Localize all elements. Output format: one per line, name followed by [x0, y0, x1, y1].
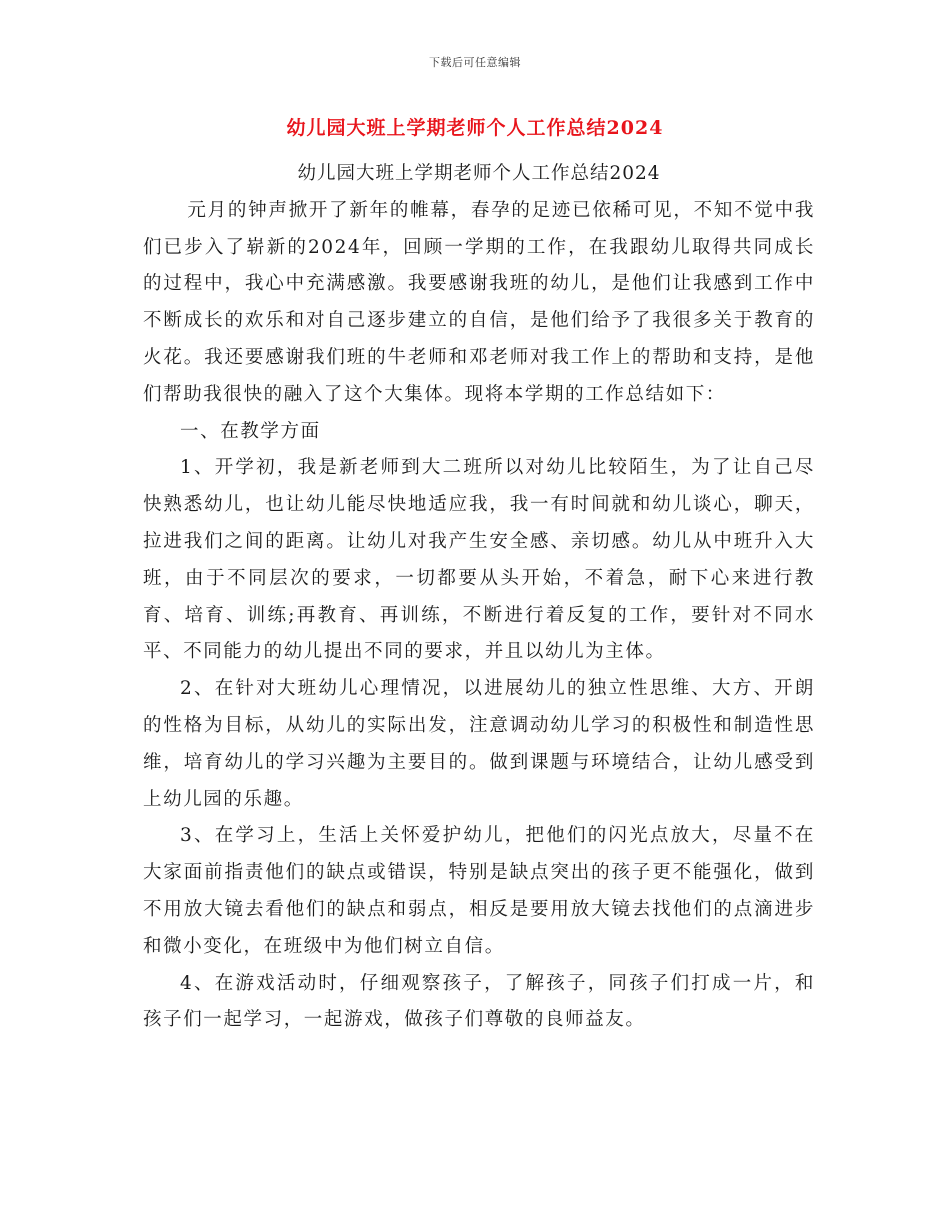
header-note: 下载后可任意编辑 — [429, 56, 521, 69]
document-title: 幼儿园大班上学期老师个人工作总结2024 — [286, 117, 664, 139]
intro-paragraph: 元月的钟声掀开了新年的帷幕，春孕的足迹已依稀可见，不知不觉中我们已步入了崭新的2024年，回顾一学期的工作，在我跟幼儿取得共同成长的过程中，我心中充满感激。我要感谢我班的幼儿，是他们让我感到工作中不断成长的欢乐和对自己逐步建立的自信，是他们给予了我很多关于教育的火花。我还要感谢我们班的牛老师和邓老师对我工作上的帮助和支持，是他们帮助我很快的融入了这个大集体。现将本学期的工作总结如下： — [143, 199, 815, 405]
document-body — [143, 156, 815, 1039]
paragraph-item-2: 2、在针对大班幼儿心理情况，以进展幼儿的独立性思维、大方、开朗的性格为目标，从幼儿的实际出发，注意调动幼儿学习的积极性和制造性思维，培育幼儿的学习兴趣为主要目的。做到课题与环境结合，让幼儿感受到上幼儿园的乐趣。 — [143, 678, 815, 810]
paragraph-item-3: 3、在学习上，生活上关怀爱护幼儿，把他们的闪光点放大，尽量不在大家面前指责他们的缺点或错误，特别是缺点突出的孩子更不能强化，做到不用放大镜去看他们的缺点和弱点，相反是要用放大镜去找他们的点滴进步和微小变化，在班级中为他们树立自信。 — [143, 825, 815, 957]
paragraph-item-4: 4、在游戏活动时，仔细观察孩子，了解孩子，同孩子们打成一片，和孩子们一起学习，一起游戏，做孩子们尊敬的良师益友。 — [143, 972, 815, 1031]
section-heading-teaching: 一、在教学方面 — [180, 420, 321, 442]
document-subtitle: 幼儿园大班上学期老师个人工作总结2024 — [297, 163, 661, 184]
paragraph-item-1: 1、开学初，我是新老师到大二班所以对幼儿比较陌生，为了让自己尽快熟悉幼儿，也让幼儿能尽快地适应我，我一有时间就和幼儿谈心，聊天，拉进我们之间的距离。让幼儿对我产生安全感、亲切感。幼儿从中班升入大班，由于不同层次的要求，一切都要从头开始，不着急，耐下心来进行教育、培育、训练;再教育、再训练，不断进行着反复的工作，要针对不同水平、不同能力的幼儿提出不同的要求，并且以幼儿为主体。 — [143, 457, 815, 663]
